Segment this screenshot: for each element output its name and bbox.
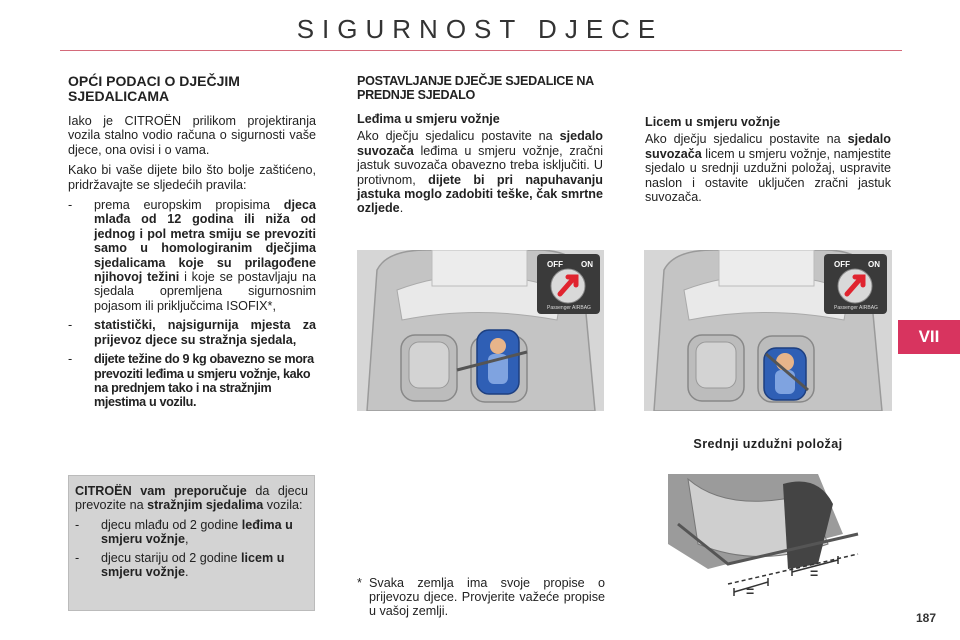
rear-facing-text-part: Ako dječju sjedalicu postavite na [357,129,560,144]
page-title: SIGURNOST DJECE [296,14,664,44]
left-seat-icon [688,335,744,401]
forward-facing-subheading: Licem u smjeru vožnje [645,115,781,129]
recommendation-bold: stražnjim sjedalima [147,498,264,512]
recommendation-item [75,551,308,579]
bullet-dash: - [68,198,73,213]
rule-text-bold: djeca mlađa od 12 godina ili niža od jednog i pol metra smiju se prevoziti samo u homologiranim dječjima sjedalicama koje su prilagođene njihovoj težini [94,198,316,285]
recommendation-text-part: da djecu prevozite na [75,484,308,512]
general-info-heading: OPĆI PODACI O DJEČJIM SJEDALICAMA [68,73,240,104]
airbag-panel-label: Passenger AIRBAG [834,305,878,311]
seat-rail-icon [668,474,868,612]
rule-text-bold: dijete težine do 9 kg obavezno se mora prevoziti leđima u smjeru vožnje, kako na prednjem tako i na stražnjim mjestima u vozilu. [94,352,314,410]
recommendation-box [68,475,315,611]
bullet-dash: - [68,352,72,367]
car-interior-icon [644,250,892,411]
seat-rail-illustration [668,474,868,612]
rule-item [68,198,316,313]
forward-facing-seat-illustration [644,250,892,411]
recommendation-item-bold: licem u smjeru vožnje [101,551,285,579]
rules-intro-paragraph: Kako bi vaše dijete bilo što bolje zaštićeno, pridržavajte se sljedećih pravila: [68,163,316,192]
front-seat-heading: POSTAVLJANJE DJEČJE SJEDALICE NA PREDNJE SJEDALO [357,74,594,102]
airbag-switch-icon [824,254,887,314]
rear-facing-text-part: . [399,201,404,216]
recommendation-item-text: djecu mlađu od 2 godine [101,518,242,532]
child-seat-blue-icon [758,336,814,402]
rule-text: prema europskim propisima [94,198,284,213]
rule-item [68,352,316,410]
svg-text:=: = [810,565,819,581]
car-interior-icon [357,250,604,411]
recommendation-text [75,484,308,512]
rear-facing-bold: sjedalo suvozača [357,129,603,158]
rule-item [68,318,316,347]
recommendation-item-text: djecu stariju od 2 godine [101,551,242,565]
recommendation-item-text: . [185,565,189,579]
general-info-column [68,74,316,415]
bullet-dash: - [75,518,80,532]
rear-facing-warning: dijete bi pri napuhavanju jastuka moglo zadobiti teške, čak smrtne ozljede [357,172,603,216]
airbag-on-label: ON [868,260,880,269]
footnote [357,576,605,618]
front-seat-column [357,74,603,222]
recommendation-item-text: , [185,532,189,546]
airbag-switch-icon [537,254,600,314]
rule-text: i koje se postavljaju na sjedala opremljena sigurnosnim pojasom ili priključcima ISOFIX*, [94,270,316,313]
footnote-star: * [357,576,362,590]
recommendation-item-bold: leđima u smjeru vožnje [101,518,293,546]
svg-text:=: = [746,583,755,599]
bullet-dash: - [75,551,80,565]
forward-facing-column [645,115,891,210]
rear-facing-text-part: leđima u smjeru vožnje, zračni jastuk suvozača obavezno treba isključiti. U protivnom, [357,143,603,187]
recommendation-bold: CITROËN vam preporučuje [75,484,247,498]
page-number: 187 [916,611,937,625]
rule-text-bold: statistički, najsigurnija mjesta za prijevoz djece su stražnja sjedala, [94,318,316,347]
forward-facing-text-part: Ako dječju sjedalicu postavite na [645,132,848,147]
footnote-text: Svaka zemlja ima svoje propise o prijevozu djece. Provjerite važeće propise u vašoj zemlji. [369,576,605,618]
rear-facing-text [357,129,603,215]
chapter-tab[interactable]: VII [898,320,960,354]
recommendation-text-part: vozila: [263,498,303,512]
rear-facing-subheading: Leđima u smjeru vožnje [357,112,500,126]
intro-paragraph: Iako je CITROËN prilikom projektiranja vozila stalno vodio računa o sigurnosti vaše djece, ona ovisi i o vama. [68,114,316,157]
forward-facing-text [645,132,891,204]
forward-facing-bold: sjedalo suvozača [645,132,891,161]
seat-position-caption: Srednji uzdužni položaj [693,437,843,451]
airbag-off-label: OFF [547,260,563,269]
airbag-off-label: OFF [834,260,850,269]
airbag-on-label: ON [581,260,593,269]
airbag-panel-label: Passenger AIRBAG [547,305,591,311]
recommendation-item [75,518,308,546]
title-divider [60,50,902,51]
forward-facing-text-part: licem u smjeru vožnje, namjestite sjedalo u srednji uzdužni položaj, uspravite naslon i ostavite uključen zračni jastuk suvozača. [645,146,891,205]
left-seat-icon [401,335,457,401]
bullet-dash: - [68,318,73,333]
rear-facing-seat-illustration [357,250,604,411]
